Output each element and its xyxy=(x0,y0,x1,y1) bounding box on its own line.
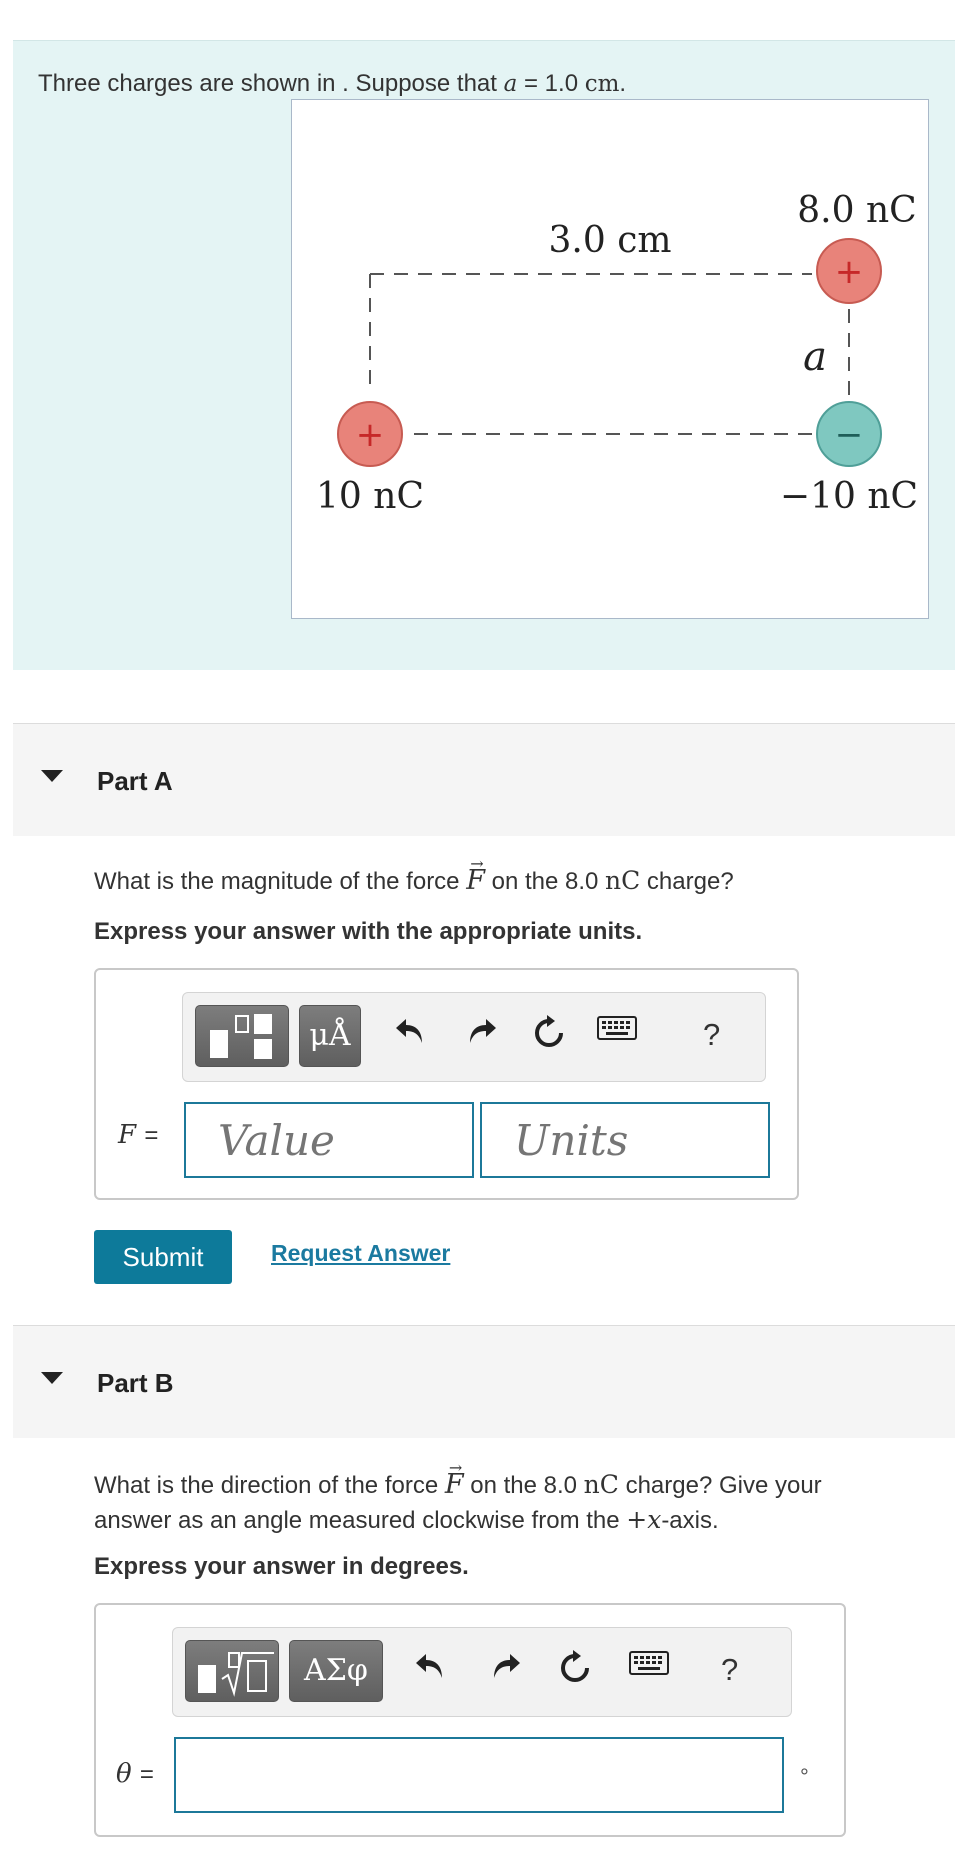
reset-icon[interactable] xyxy=(553,1650,597,1690)
redo-icon[interactable] xyxy=(459,1015,503,1055)
submit-button[interactable]: Submit xyxy=(94,1230,232,1284)
collapse-caret-icon[interactable] xyxy=(41,770,63,782)
redo-icon[interactable] xyxy=(483,1650,527,1690)
greek-button-label: ΑΣφ xyxy=(304,1653,368,1688)
minus-sign: − xyxy=(834,415,864,455)
intro-text: Three charges are shown in . Suppose that a = 1.0 cm. xyxy=(38,70,627,97)
label-top-charge: 8.0 nC xyxy=(797,190,917,231)
undo-icon[interactable] xyxy=(389,1015,433,1055)
plus-sign: + xyxy=(355,415,385,455)
part-b-header[interactable] xyxy=(13,1325,955,1438)
value-input[interactable] xyxy=(184,1102,474,1178)
reset-icon[interactable] xyxy=(527,1015,571,1055)
part-a-title: Part A xyxy=(97,766,173,796)
collapse-caret-icon[interactable] xyxy=(41,1372,63,1384)
angle-input[interactable] xyxy=(174,1737,784,1813)
charge-bottom-negative xyxy=(817,402,881,466)
charges-figure xyxy=(291,99,929,619)
charges-diagram xyxy=(292,100,928,618)
keyboard-icon[interactable] xyxy=(595,1015,639,1055)
label-a: a xyxy=(803,334,827,380)
part-a-toolbar xyxy=(182,992,766,1082)
units-input[interactable] xyxy=(480,1102,770,1178)
degree-symbol: ° xyxy=(800,1764,809,1789)
sqrt-template-icon xyxy=(186,1641,280,1703)
part-a-header[interactable] xyxy=(13,723,955,836)
charge-top-positive xyxy=(817,239,881,303)
f-variable-label: F = xyxy=(118,1120,159,1150)
part-b-answer-box xyxy=(94,1603,846,1837)
undo-icon[interactable] xyxy=(409,1650,453,1690)
help-button[interactable]: ? xyxy=(721,1652,739,1687)
charge-left-positive xyxy=(338,402,402,466)
label-left-charge: 10 nC xyxy=(316,476,424,517)
part-a-instruction: Express your answer with the appropriate units. xyxy=(94,918,643,945)
part-a-question: What is the magnitude of the force → F on the 8.0 nC charge? xyxy=(94,864,734,899)
part-a-answer-box xyxy=(94,968,799,1200)
units-button[interactable] xyxy=(299,1005,361,1067)
sqrt-template-button[interactable] xyxy=(185,1640,279,1702)
part-b-instruction: Express your answer in degrees. xyxy=(94,1553,469,1580)
label-distance: 3.0 cm xyxy=(548,220,672,261)
help-button[interactable]: ? xyxy=(703,1017,721,1052)
fraction-template-button[interactable] xyxy=(195,1005,289,1067)
label-bottom-charge: −10 nC xyxy=(779,476,919,517)
request-answer-link[interactable]: Request Answer xyxy=(271,1240,451,1266)
part-b-toolbar xyxy=(172,1627,792,1717)
theta-variable-label: θ = xyxy=(116,1759,154,1789)
fraction-template-icon xyxy=(196,1006,290,1068)
plus-sign: + xyxy=(834,252,864,292)
part-b-question: What is the direction of the force → F on the 8.0 nC charge? Give your answer as an angle measured clockwise from the +x-axis. xyxy=(94,1468,822,1538)
greek-button[interactable] xyxy=(289,1640,383,1702)
part-b-title: Part B xyxy=(97,1368,174,1398)
units-button-label: μÅ xyxy=(309,1018,351,1053)
keyboard-icon[interactable] xyxy=(627,1650,671,1690)
